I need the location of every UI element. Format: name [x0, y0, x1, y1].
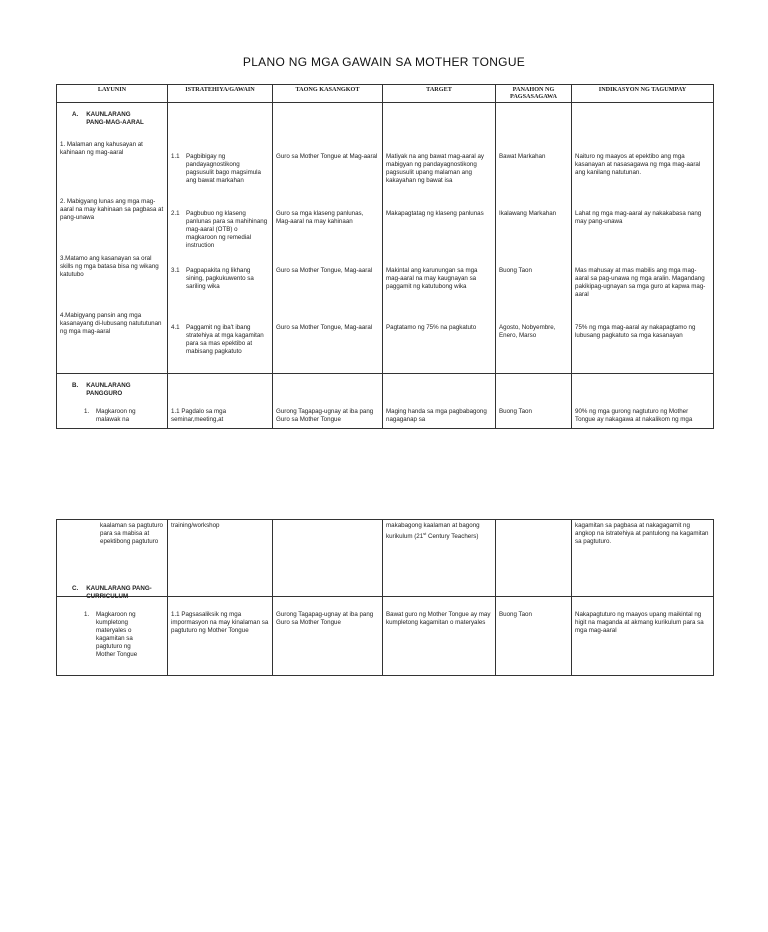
istrat-3: 3.1 Pagpapakita ng likhang sining, pagkukuwento sa sariling wika: [171, 267, 254, 290]
header-istratehiya: ISTRATEHIYA/GAWAIN: [168, 85, 273, 103]
taong-1: Guro sa Mother Tongue at Mag-aaral: [276, 153, 378, 160]
plan-table-page-1: [56, 84, 714, 429]
layunin-1: 1. Malaman ang kahusayan at kahinaan ng mag-aaral: [60, 141, 143, 156]
indikasyon-3: Mas mahusay at mas mabilis ang mga mag-aaral sa pag-unawa ng mga aralin. Magandang pakikipag-ugnayan sa mga guro at kapwa mag-aaral: [575, 267, 706, 298]
section-a-heading: A. KAUNLARANG PANG-MAG-AARAL: [72, 111, 144, 126]
istrat-1: 1.1 Pagbibigay ng pandayagnostikong pagsusulit bago magsimula ang bawat markahan: [171, 153, 261, 184]
taong-3: Guro sa Mother Tongue, Mag-aaral: [276, 267, 373, 274]
table-row: [57, 597, 714, 676]
indikasyon-c1: Nakapagtuturo ng maayos upang maikintal ng higit na maganda at akmang kurikulum para sa mga mag-aaral: [575, 611, 704, 634]
target-b1-cont: makabagong kaalaman at bagong kurikulum (21st Century Teachers): [386, 522, 480, 541]
header-panahon: PANAHON NG PAGSASAGAWA: [496, 85, 572, 103]
istrat-b1-cont: training/workshop: [171, 522, 220, 529]
target-2: Makapagtatag ng klaseng panlunas: [386, 210, 484, 217]
header-target: TARGET: [383, 85, 496, 103]
panahon-1: Bawat Markahan: [499, 153, 546, 160]
target-4: Pagtatamo ng 75% na pagkatuto: [386, 324, 477, 331]
layunin-4: 4.Mabigyang pansin ang mga kasanayang di-lubusang natututunan ng mga mag-aaral: [60, 312, 162, 335]
section-c-heading: C. KAUNLARANG PANG-CURRICULUM: [72, 585, 152, 600]
layunin-b1-cont: kaalaman sa pagtuturo para sa mabisa at epektibong pagtuturo: [100, 522, 163, 545]
table-header-row: [57, 85, 714, 103]
header-taong-kasangkot: TAONG KASANGKOT: [273, 85, 383, 103]
table-row: [57, 103, 714, 374]
page-title: PLANO NG MGA GAWAIN SA MOTHER TONGUE: [242, 55, 526, 69]
taong-2: Guro sa mga klaseng panlunas, Mag-aaral na may kahinaan: [276, 210, 364, 225]
panahon-4: Agosto, Nobyembre, Enero, Marso: [499, 324, 556, 339]
indikasyon-b1: 90% ng mga gurong nagtuturo ng Mother Tongue ay nakagawa at nakalikom ng mga: [575, 408, 693, 423]
indikasyon-1: Naituro ng maayos at epektibo ang mga kasanayan at nasasagawa ng mga mag-aaral ang kanilang natutunan.: [575, 153, 701, 176]
target-3: Makintal ang karunungan sa mga mag-aaral na may kaugnayan sa paggamit ng katutubong wika: [386, 267, 478, 290]
taong-c1: Gurong Tagapag-ugnay at iba pang Guro sa Mother Tongue: [276, 611, 374, 626]
target-b1: Maging handa sa mga pagbabagong nagaganap sa: [386, 408, 487, 423]
panahon-c1: Buong Taon: [499, 611, 532, 618]
layunin-b1: 1. Magkaroon ng malawak na: [84, 408, 136, 423]
indikasyon-b1-cont: kagamitan sa pagbasa at nakagagamit ng angkop na istratehiya at pantulong na kagamitan sa pagtuturo.: [575, 522, 709, 545]
panahon-3: Buong Taon: [499, 267, 532, 274]
layunin-2: 2. Mabigyang lunas ang mga mag-aaral na may kahinaan sa pagbasa at pang-unawa: [60, 198, 164, 221]
target-1: Matiyak na ang bawat mag-aaral ay mabigyan ng pandayagnostikong pagsusulit upang malaman ang kakayahan ng bawat isa: [386, 153, 485, 184]
plan-table-page-2: [56, 519, 714, 676]
istrat-c1: 1.1 Pagsasaliksik ng mga impormasyon na may kinalaman sa pagtuturo ng Mother Tongue: [171, 611, 269, 634]
panahon-b1: Buong Taon: [499, 408, 532, 415]
taong-4: Guro sa Mother Tongue, Mag-aaral: [276, 324, 373, 331]
table-row: [57, 374, 714, 429]
header-indikasyon: INDIKASYON NG TAGUMPAY: [572, 85, 714, 103]
target-c1: Bawat guro ng Mother Tongue ay may kumpletong kagamitan o materyales: [386, 611, 491, 626]
istrat-4: 4.1 Paggamit ng iba't ibang stratehiya at mga kagamitan para sa mas epektibo at mabisang pagkatuto: [171, 324, 264, 355]
layunin-c1: 1. Magkaroon ng kumpletong materyales o kagamitan sa pagtuturo ng Mother Tongue: [84, 611, 138, 658]
indikasyon-4: 75% ng mga mag-aaral ay nakapagtamo ng lubusang pagkatuto sa mga kasanayan: [575, 324, 696, 339]
layunin-3: 3.Matamo ang kasanayan sa oral skills ng mga batasa bisa ng wikang katutubo: [60, 255, 159, 278]
header-layunin: LAYUNIN: [57, 85, 168, 103]
istrat-b1: 1.1 Pagdalo sa mga seminar,meeting,at: [171, 408, 227, 423]
section-b-heading: B. KAUNLARANG PANGGURO: [72, 382, 131, 397]
taong-b1: Gurong Tagapag-ugnay at iba pang Guro sa Mother Tongue: [276, 408, 374, 423]
istrat-2: 2.1 Pagbubuo ng klaseng panlunas para sa mahihinang mag-aaral (OTB) o magkaroon ng remedial instruction: [171, 210, 268, 249]
panahon-2: Ikalawang Markahan: [499, 210, 557, 217]
indikasyon-2: Lahat ng mga mag-aaral ay nakakabasa nang may pang-unawa: [575, 210, 702, 225]
